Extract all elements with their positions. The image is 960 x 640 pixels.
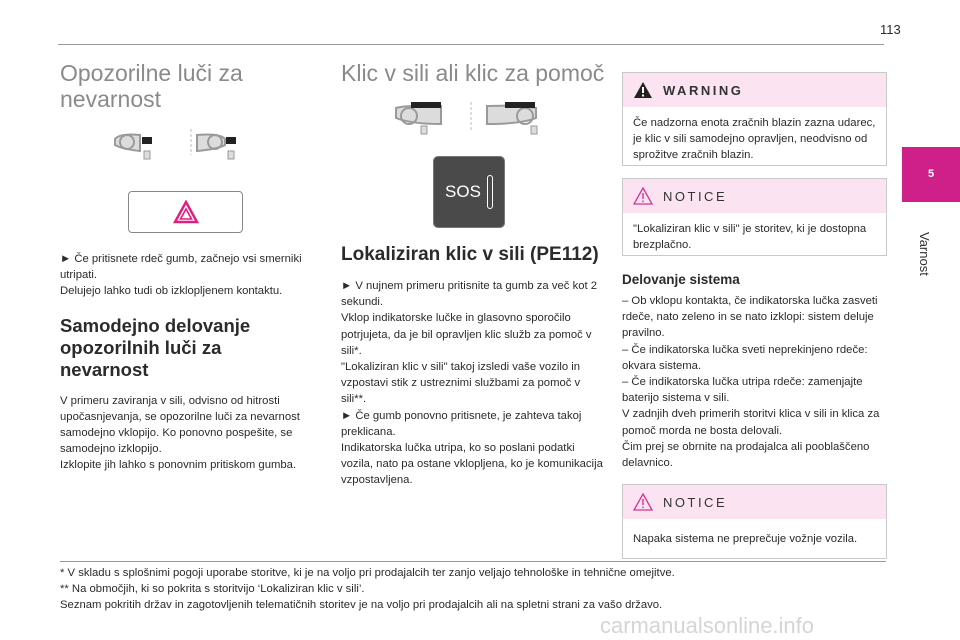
notice-icon bbox=[633, 187, 653, 205]
auto-hazard-description: V primeru zaviranja v sili, odvisno od hitrosti upočasnjevanja, se opozorilne luči za nevarnost samodejno vklopijo. Ko ponovno pospešite, se samodejno izklopijo. bbox=[60, 394, 300, 456]
notice-box-2 bbox=[622, 484, 887, 559]
warning-text: Če nadzorna enota zračnih blazin zazna udarec, je klic v sili samodejno opravljen, neodvisno od sprožitve zračnih blazin. bbox=[633, 117, 876, 162]
sos-indicator-icon bbox=[487, 175, 493, 209]
sos-indicator-note: Indikatorska lučka utripa, ko so poslani podatki vozila, nato pa ostane vklopljena, ko je komunikacija vzpostavljena. bbox=[341, 442, 603, 487]
warning-title: WARNING bbox=[663, 82, 744, 98]
page-number: 113 bbox=[880, 22, 901, 37]
sos-button-illustration bbox=[433, 156, 505, 228]
warning-box bbox=[622, 72, 887, 166]
notice-title-2: NOTICE bbox=[663, 494, 728, 510]
status-note: V zadnjih dveh primerih storitvi klica v sili in klica za pomoč morda ne bosta delovali. bbox=[622, 408, 880, 437]
status-fault: – Če indikatorska lučka sveti neprekinjeno rdeče: okvara sistema. bbox=[622, 343, 868, 372]
footnote-1: * V skladu s splošnimi pogoji uporabe storitve, ki je na voljo pri prodajalcih ter zanjo veljajo tehnološke in tehnične omejitve. bbox=[60, 567, 675, 579]
sos-locating: "Lokaliziran klic v sili" takoj izsledi vaše vozilo in vzpostavi stik z ustreznimi službami za pomoč v sili**. bbox=[341, 361, 581, 406]
warning-header bbox=[623, 73, 886, 107]
dashboard-location-illustration bbox=[60, 127, 322, 177]
localized-call-heading: Lokaliziran klic v sili (PE112) bbox=[341, 244, 599, 265]
sos-confirmation: Vklop indikatorske lučke in glasovno sporočilo potrjujeta, da je bil opravljen klic služb za pomoč v sili*. bbox=[341, 312, 592, 357]
notice-icon bbox=[633, 493, 653, 511]
footnote-divider bbox=[60, 561, 886, 562]
warning-icon bbox=[633, 81, 653, 99]
hazard-lights-title: Opozorilne luči za nevarnost bbox=[60, 60, 243, 112]
hazard-lights-column bbox=[60, 60, 322, 474]
chapter-tab[interactable]: 5 bbox=[902, 147, 960, 202]
info-column bbox=[622, 72, 887, 559]
sos-instruction: ► V nujnem primeru pritisnite ta gumb za več kot 2 sekundi. bbox=[341, 280, 598, 309]
status-battery: – Če indikatorska lučka utripa rdeče: zamenjajte baterijo sistema v sili. bbox=[622, 376, 863, 405]
sos-cancel: ► Če gumb ponovno pritisnete, je zahteva takoj preklicana. bbox=[341, 409, 582, 438]
contact-dealer: Čim prej se obrnite na prodajalca ali pooblaščeno delavnico. bbox=[622, 440, 870, 470]
footnote-2: ** Na območjih, ki so pokrita s storitvijo ‘Lokaliziran klic v sili’. bbox=[60, 583, 365, 595]
hazard-instruction: ► Če pritisnete rdeč gumb, začnejo vsi smerniki utripati. bbox=[60, 253, 302, 282]
overhead-console-illustration bbox=[341, 100, 607, 148]
notice-text-2: Napaka sistema ne preprečuje vožnje vozila. bbox=[633, 533, 858, 546]
notice-header-1 bbox=[623, 179, 886, 213]
auto-hazard-switch-off: Izklopite jih lahko s ponovnim pritiskom gumba. bbox=[60, 459, 297, 472]
hazard-button-illustration bbox=[128, 191, 243, 233]
notice-header-2 bbox=[623, 485, 886, 519]
sos-label: SOS bbox=[445, 182, 481, 201]
watermark: carmanualsonline.info bbox=[600, 613, 815, 638]
footnote-3: Seznam pokritih držav in zagotovljenih telematičnih storitev je na voljo pri prodajalcih ali na spletni strani za vašo državo. bbox=[60, 599, 663, 611]
status-ok: – Ob vklopu kontakta, če indikatorska lučka zasveti rdeče, nato zeleno in se nato izklopi: sistem deluje pravilno. bbox=[622, 295, 878, 340]
emergency-call-column bbox=[341, 60, 607, 489]
emergency-call-title: Klic v sili ali klic za pomoč bbox=[341, 60, 605, 86]
auto-hazard-heading: Samodejno delovanje opozorilnih luči za nevarnost bbox=[60, 314, 251, 380]
system-operation-heading: Delovanje sistema bbox=[622, 272, 740, 287]
notice-title-1: NOTICE bbox=[663, 188, 728, 204]
chapter-label: Varnost bbox=[917, 232, 932, 276]
top-divider bbox=[58, 44, 884, 45]
hazard-note: Delujejo lahko tudi ob izklopljenem kontaktu. bbox=[60, 285, 283, 298]
notice-box-1 bbox=[622, 178, 887, 256]
footnotes bbox=[60, 565, 886, 613]
notice-text-1: "Lokaliziran klic v sili" je storitev, ki je dostopna brezplačno. bbox=[633, 223, 867, 252]
hazard-triangle-icon bbox=[173, 200, 199, 224]
